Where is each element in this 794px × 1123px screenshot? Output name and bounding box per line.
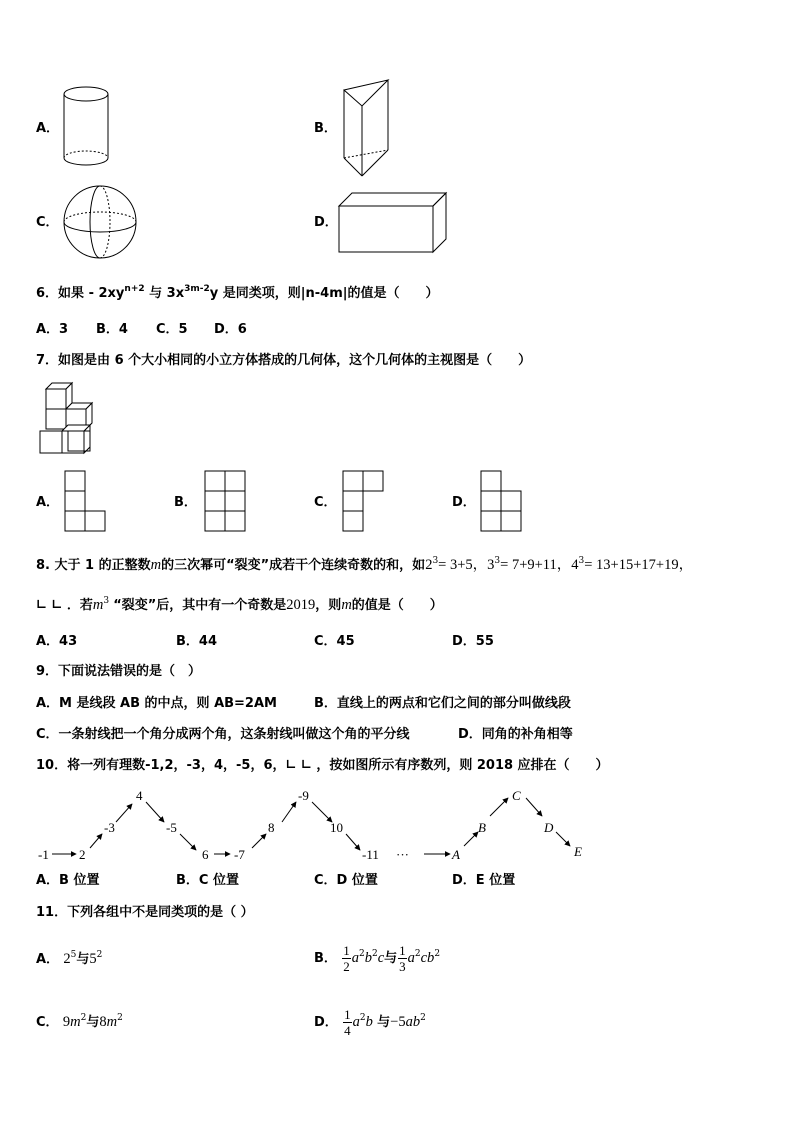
q8-line1 xyxy=(36,556,693,575)
q8-ex2-rhs: = 7+9+11， xyxy=(500,557,572,573)
q11-option-b: B． $\frac{1}{2}$ $a^2b^2c$与 $\frac{1}{3}$ $a^2cb^2$ xyxy=(314,943,441,974)
q11-d-frac xyxy=(343,1007,352,1038)
q11-option-c-label: C． xyxy=(36,1015,59,1030)
seq-label-2: -3 xyxy=(104,820,115,835)
q11-d-frac-num: 1 xyxy=(344,1007,351,1022)
seq-label-10: -11 xyxy=(362,847,379,862)
q9-option-a: A．M 是线段 AB 的中点，则 AB=2AM xyxy=(36,696,277,711)
q8-line2-mid: “裂变”后，其中有一个奇数是 xyxy=(113,598,287,613)
q7-option-c-view xyxy=(342,470,388,532)
q8-ex3-base: 4 xyxy=(571,557,579,573)
q11-stem: 11．下列各组中不是同类项的是（ ） xyxy=(36,905,254,920)
triangular-prism-figure xyxy=(340,78,396,178)
q8-option-d: D．55 xyxy=(452,634,494,649)
seq-label-5: 6 xyxy=(202,847,209,862)
q9-option-d: D．同角的补角相等 xyxy=(458,727,573,742)
q7-option-b-view xyxy=(204,470,250,532)
q11-b-frac2-den: 3 xyxy=(399,959,406,974)
q5-option-d-label: D． xyxy=(314,215,338,230)
q6-exp2: 3m-2 xyxy=(184,284,210,294)
q8-line1-pre: 8. 大于 1 的正整数 xyxy=(36,558,151,573)
q11-option-a xyxy=(36,950,102,969)
q9-option-b: B．直线上的两点和它们之间的部分叫做线段 xyxy=(314,696,571,711)
q10-option-b: B．C 位置 xyxy=(176,873,239,888)
q7-option-a-label: A． xyxy=(36,495,60,510)
q8-var-m: m xyxy=(150,557,162,573)
seq-label-6: -7 xyxy=(234,847,245,862)
sphere-figure xyxy=(62,184,142,264)
q6-text-post: y 是同类项，则|n-4m|的值是（ ） xyxy=(209,286,439,301)
q11-d-frac-den: 4 xyxy=(344,1023,351,1038)
q9-stem: 9．下面说法错误的是（ ） xyxy=(36,664,202,679)
q6-exp1: n+2 xyxy=(124,284,145,294)
q8-line1-mid: 的三次幂可“裂变”成若干个连续奇数的和，如 xyxy=(161,558,426,573)
q11-d-mid: 与 xyxy=(377,1015,391,1030)
rectangular-prism-figure xyxy=(338,192,450,254)
seq-label-14: C xyxy=(512,788,521,803)
q8-line2-pre: ∟ ∟ ．若 xyxy=(36,598,93,613)
q8-var-m-2: m xyxy=(92,597,104,613)
q6-option-d: D．6 xyxy=(214,322,247,337)
q9-option-c: C．一条射线把一个角分成两个角，这条射线叫做这个角的平分线 xyxy=(36,727,410,742)
q6-text-pre: 如果 - 2xy xyxy=(58,286,125,301)
q7-option-d-label: D． xyxy=(452,495,476,510)
seq-label-12: A xyxy=(452,847,460,862)
seq-label-9: 10 xyxy=(330,820,343,835)
q8-line2-post: ，则 xyxy=(315,598,342,613)
q5-option-c-label: C． xyxy=(36,215,59,230)
q11-b-mid: 与 xyxy=(384,951,398,966)
q10-option-c: C．D 位置 xyxy=(314,873,378,888)
q10-stem: 10．将一列有理数-1,2，-3，4，-5，6，∟ ∟ ，按如图所示有序数列，则 2018 应排在（ ） xyxy=(36,758,609,773)
q11-a-base2: 5 xyxy=(89,951,97,967)
q10-option-d: D．E 位置 xyxy=(452,873,516,888)
q11-a-mid: 与 xyxy=(76,952,90,967)
q11-b-frac2-num: 1 xyxy=(399,943,406,958)
q8-var-m-3: m xyxy=(341,597,352,613)
q8-ex3-rhs: = 13+15+17+19， xyxy=(584,557,694,573)
q11-a-exp1: 5 xyxy=(70,950,77,960)
q11-option-d-label: D． xyxy=(314,1015,338,1030)
q11-option-a-label: A． xyxy=(36,952,60,967)
q6-option-c: C．5 xyxy=(156,322,188,337)
q11-a-base1: 2 xyxy=(63,951,71,967)
q8-option-c: C．45 xyxy=(314,634,355,649)
q8-ex1-exp: 3 xyxy=(432,556,439,566)
q11-c-mid: 与 xyxy=(86,1015,100,1030)
seq-label-11: ··· xyxy=(396,847,409,862)
q5-option-a-label: A． xyxy=(36,121,60,136)
q11-option-d: D． $\frac{1}{4}$ $a^2b$ 与$-5ab^2$ xyxy=(314,1007,426,1038)
q7-option-a-view xyxy=(64,470,110,532)
q7-option-d-view xyxy=(480,470,526,532)
q11-b-frac1-den: 2 xyxy=(343,959,350,974)
cylinder-figure xyxy=(60,82,116,172)
q8-ex1-base: 2 xyxy=(425,557,433,573)
seq-label-1: 2 xyxy=(79,847,86,862)
q6-text-mid: 与 3x xyxy=(144,286,185,301)
seq-label-4: -5 xyxy=(166,820,177,835)
q11-b-frac1-num: 1 xyxy=(343,943,350,958)
q8-line2-end: 的值是（ ） xyxy=(351,598,443,613)
q6-option-a: A．3 xyxy=(36,322,69,337)
q8-line2 xyxy=(36,596,443,615)
seq-label-7: 8 xyxy=(268,820,275,835)
q8-option-a: A．43 xyxy=(36,634,78,649)
q11-b-frac1 xyxy=(342,943,351,974)
q7-stem: 7．如图是由 6 个大小相同的小立方体搭成的几何体，这个几何体的主视图是（ ） xyxy=(36,353,532,368)
q8-option-b: B．44 xyxy=(176,634,217,649)
q11-a-exp2: 2 xyxy=(96,950,103,960)
seq-label-13: B xyxy=(478,820,486,835)
q11-b-frac2 xyxy=(398,943,407,974)
q7-option-c-label: C． xyxy=(314,495,337,510)
seq-label-3: 4 xyxy=(136,788,143,803)
q8-ex2-base: 3 xyxy=(487,557,495,573)
cube-stack-figure xyxy=(40,381,98,457)
seq-label-16: E xyxy=(574,844,582,859)
q5-option-b-label: B． xyxy=(314,121,337,136)
q6-option-b: B．4 xyxy=(96,322,128,337)
q11-option-b-label: B． xyxy=(314,951,337,966)
sequence-zigzag-diagram xyxy=(36,786,596,866)
q6-number: 6． xyxy=(36,286,59,301)
q6-stem xyxy=(36,285,439,303)
seq-label-8: -9 xyxy=(298,788,309,803)
q8-ex3-exp: 3 xyxy=(578,556,585,566)
q11-option-c: C． $9m^2$与$8m^2$ xyxy=(36,1013,123,1030)
q8-line2-num: 2019 xyxy=(286,597,316,613)
q10-option-a: A．B 位置 xyxy=(36,873,100,888)
sequence-labels xyxy=(38,788,582,862)
q8-line2-exp: 3 xyxy=(103,596,110,606)
q8-ex2-exp: 3 xyxy=(494,556,501,566)
q8-ex1-rhs: = 3+5， xyxy=(438,557,488,573)
q7-option-b-label: B． xyxy=(174,495,197,510)
seq-label-15: D xyxy=(544,820,554,835)
seq-label-0: -1 xyxy=(38,847,49,862)
